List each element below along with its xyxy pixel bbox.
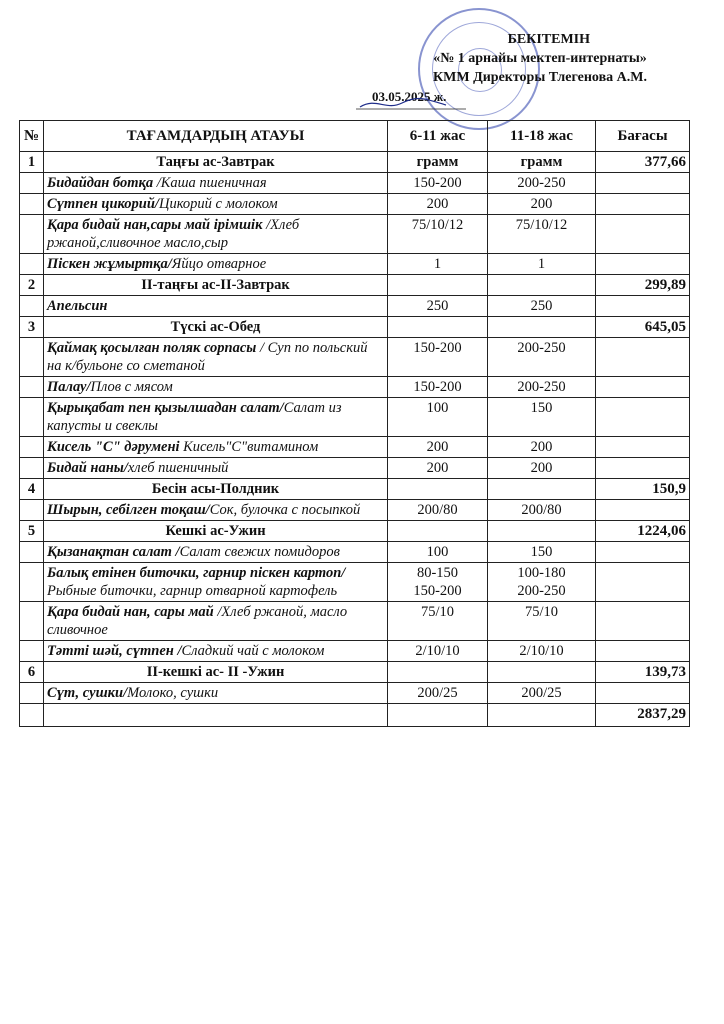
- dish-name-ru: Цикорий с молоком: [158, 196, 278, 212]
- dish-portion-11-18: 100-180 200-250: [488, 563, 596, 602]
- dish-number-cell: [20, 437, 44, 458]
- dish-price-cell: [596, 215, 690, 254]
- dish-price-cell: [596, 296, 690, 317]
- dish-price-cell: [596, 377, 690, 398]
- dish-name-kz: Қырықабат пен қызылшадан салат/: [47, 400, 284, 416]
- dish-portion-11-18: 1: [488, 254, 596, 275]
- dish-name-kz: Сүт, сушки/: [47, 685, 128, 701]
- dish-name-kz: Қызанақтан салат /: [47, 544, 180, 560]
- meal-name: II-таңғы ас-II-Завтрак: [44, 275, 388, 296]
- dish-portion-6-11: 80-150 150-200: [388, 563, 488, 602]
- dish-name-separator: /: [213, 604, 222, 620]
- dish-name: [44, 173, 388, 194]
- dish-name-kz: Қара бидай нан,сары май ірімшік: [47, 217, 263, 233]
- dish-name: [44, 254, 388, 275]
- meal-name: Бесін асы-Полдник: [44, 479, 388, 500]
- dish-row: [20, 215, 690, 254]
- dish-portion-11-18: 250: [488, 296, 596, 317]
- dish-name: [44, 338, 388, 377]
- dish-row: [20, 338, 690, 377]
- menu-body: [20, 152, 690, 727]
- dish-portion-11-18: 200: [488, 194, 596, 215]
- meal-name: II-кешкі ас- II -Ужин: [44, 662, 388, 683]
- dish-name-ru: Рыбные биточки, гарнир отварной картофель: [47, 583, 338, 599]
- dish-price-cell: [596, 602, 690, 641]
- dish-name-kz: Сүтпен цикорий/: [47, 196, 159, 212]
- dish-portion-6-11: 75/10: [388, 602, 488, 641]
- meal-name: Кешкі ас-Ужин: [44, 521, 388, 542]
- dish-name-kz: Палау/: [47, 379, 91, 395]
- dish-name: [44, 563, 388, 602]
- approval-title: БЕКІТЕМІН: [507, 32, 590, 47]
- dish-name-ru: Молоко, сушки: [127, 685, 219, 701]
- dish-name: [44, 602, 388, 641]
- dish-name: [44, 683, 388, 704]
- dish-portion-11-18: 2/10/10: [488, 641, 596, 662]
- dish-name: [44, 458, 388, 479]
- total-empty-cell: [388, 704, 488, 727]
- dish-row: [20, 398, 690, 437]
- dish-name-ru: Сладкий чай с молоком: [181, 643, 325, 659]
- header-age-6-11: 6-11 жас: [388, 121, 488, 152]
- dish-name-ru: Кисель"С"витамином: [183, 439, 319, 455]
- dish-name-ru: Яйцо отварное: [171, 256, 267, 272]
- dish-row: [20, 602, 690, 641]
- meal-number: 6: [20, 662, 44, 683]
- dish-name-kz: Бидайдан ботқа: [47, 175, 154, 191]
- dish-price-cell: [596, 398, 690, 437]
- dish-name: [44, 296, 388, 317]
- total-empty-cell: [20, 704, 44, 727]
- dish-portion-6-11: 200: [388, 437, 488, 458]
- dish-portion-6-11: 200/80: [388, 500, 488, 521]
- meal-price: 139,73: [596, 662, 690, 683]
- meal-number: 1: [20, 152, 44, 173]
- dish-number-cell: [20, 338, 44, 377]
- dish-portion-11-18: 200: [488, 437, 596, 458]
- total-empty-cell: [44, 704, 388, 727]
- meal-unit-11-18: [488, 521, 596, 542]
- dish-name-ru: Сок, булочка с посыпкой: [209, 502, 361, 518]
- dish-portion-6-11: 75/10/12: [388, 215, 488, 254]
- meal-row: [20, 662, 690, 683]
- dish-price-cell: [596, 641, 690, 662]
- header-name: ТАҒАМДАРДЫҢ АТАУЫ: [44, 121, 388, 152]
- meal-unit-6-11: [388, 317, 488, 338]
- header-no: №: [20, 121, 44, 152]
- dish-number-cell: [20, 458, 44, 479]
- dish-number-cell: [20, 542, 44, 563]
- dish-portion-6-11: 200/25: [388, 683, 488, 704]
- dish-row: [20, 173, 690, 194]
- dish-row: [20, 194, 690, 215]
- dish-portion-11-18: 150: [488, 542, 596, 563]
- dish-row: [20, 683, 690, 704]
- dish-number-cell: [20, 398, 44, 437]
- dish-portion-11-18: 200/80: [488, 500, 596, 521]
- meal-unit-6-11: [388, 521, 488, 542]
- dish-portion-11-18: 200-250: [488, 377, 596, 398]
- meal-row: [20, 152, 690, 173]
- dish-name-ru: Салат свежих помидоров: [179, 544, 340, 560]
- dish-row: [20, 542, 690, 563]
- dish-name-kz: Піскен жұмыртқа/: [47, 256, 172, 272]
- approval-school: «№ 1 арнайы мектеп-интернаты»: [433, 51, 647, 66]
- dish-name-ru: Суп по польский на к/бульоне со сметаной: [47, 340, 368, 374]
- dish-portion-6-11: 250: [388, 296, 488, 317]
- dish-name-kz: Қаймақ қосылған поляк сорпасы: [47, 340, 257, 356]
- meal-number: 4: [20, 479, 44, 500]
- table-header-row: [20, 121, 690, 152]
- dish-number-cell: [20, 254, 44, 275]
- dish-number-cell: [20, 500, 44, 521]
- dish-price-cell: [596, 437, 690, 458]
- meal-price: 299,89: [596, 275, 690, 296]
- meal-unit-11-18: [488, 275, 596, 296]
- dish-portion-6-11: 1: [388, 254, 488, 275]
- dish-portion-6-11: 200: [388, 194, 488, 215]
- dish-price-cell: [596, 254, 690, 275]
- dish-number-cell: [20, 641, 44, 662]
- dish-row: [20, 563, 690, 602]
- meal-row: [20, 521, 690, 542]
- dish-price-cell: [596, 500, 690, 521]
- dish-name-kz: Тәтті шәй, сүтпен /: [47, 643, 182, 659]
- dish-portion-6-11: 150-200: [388, 377, 488, 398]
- dish-portion-6-11: 2/10/10: [388, 641, 488, 662]
- dish-row: [20, 641, 690, 662]
- dish-portion-11-18: 150: [488, 398, 596, 437]
- dish-number-cell: [20, 563, 44, 602]
- dish-row: [20, 437, 690, 458]
- dish-name-kz: Кисель "С" дәрумені: [47, 439, 180, 455]
- meal-unit-11-18: грамм: [488, 152, 596, 173]
- dish-name-kz: Қара бидай нан, сары май: [47, 604, 214, 620]
- meal-unit-11-18: [488, 479, 596, 500]
- meal-row: [20, 275, 690, 296]
- dish-price-cell: [596, 338, 690, 377]
- dish-name: [44, 377, 388, 398]
- meal-row: [20, 479, 690, 500]
- dish-name-separator: /: [153, 175, 161, 191]
- approval-director: КММ Директоры Тлегенова А.М.: [433, 70, 647, 85]
- dish-name-ru: Каша пшеничная: [160, 175, 267, 191]
- meal-row: [20, 317, 690, 338]
- dish-name-separator: /: [256, 340, 268, 356]
- dish-name: [44, 437, 388, 458]
- dish-name-kz: Шырын, себілген тоқаш/: [47, 502, 210, 518]
- dish-portion-11-18: 200: [488, 458, 596, 479]
- meal-unit-11-18: [488, 662, 596, 683]
- dish-name-kz: Балық етінен биточки, гарнир піскен картоп/: [47, 565, 346, 581]
- dish-row: [20, 254, 690, 275]
- meal-price: 645,05: [596, 317, 690, 338]
- dish-name: [44, 398, 388, 437]
- dish-name-ru: Плов с мясом: [90, 379, 173, 395]
- meal-price: 1224,06: [596, 521, 690, 542]
- header-age-11-18: 11-18 жас: [488, 121, 596, 152]
- header-price: Бағасы: [596, 121, 690, 152]
- meal-unit-6-11: грамм: [388, 152, 488, 173]
- total-row: [20, 704, 690, 727]
- meal-unit-6-11: [388, 662, 488, 683]
- dish-price-cell: [596, 458, 690, 479]
- dish-price-cell: [596, 542, 690, 563]
- dish-row: [20, 458, 690, 479]
- dish-portion-11-18: 75/10/12: [488, 215, 596, 254]
- dish-price-cell: [596, 563, 690, 602]
- meal-price: 150,9: [596, 479, 690, 500]
- dish-number-cell: [20, 602, 44, 641]
- dish-name: [44, 641, 388, 662]
- dish-number-cell: [20, 173, 44, 194]
- meal-unit-11-18: [488, 317, 596, 338]
- dish-portion-11-18: 200-250: [488, 173, 596, 194]
- dish-name-ru: хлеб пшеничный: [127, 460, 229, 476]
- dish-price-cell: [596, 683, 690, 704]
- approval-date: 03.05.2025 ж.: [372, 89, 447, 104]
- dish-name: [44, 542, 388, 563]
- dish-number-cell: [20, 377, 44, 398]
- total-price: 2837,29: [596, 704, 690, 727]
- dish-name: [44, 194, 388, 215]
- dish-number-cell: [20, 296, 44, 317]
- dish-name-ru: Хлеб ржаной, масло сливочное: [47, 604, 348, 638]
- meal-name: Таңғы ас-Завтрак: [44, 152, 388, 173]
- dish-number-cell: [20, 215, 44, 254]
- dish-row: [20, 500, 690, 521]
- director-signature: [356, 95, 466, 113]
- dish-price-cell: [596, 173, 690, 194]
- dish-row: [20, 377, 690, 398]
- dish-name-ru: /Хлеб ржаной,сливочное масло,сыр: [47, 217, 300, 251]
- dish-portion-6-11: 150-200: [388, 338, 488, 377]
- dish-portion-11-18: 200-250: [488, 338, 596, 377]
- dish-name: [44, 215, 388, 254]
- meal-number: 2: [20, 275, 44, 296]
- dish-name-kz: Апельсин: [47, 298, 108, 314]
- dish-row: [20, 296, 690, 317]
- dish-portion-6-11: 150-200: [388, 173, 488, 194]
- dish-portion-6-11: 100: [388, 398, 488, 437]
- meal-unit-6-11: [388, 479, 488, 500]
- meal-number: 5: [20, 521, 44, 542]
- dish-portion-11-18: 200/25: [488, 683, 596, 704]
- dish-name-kz: Бидай наны/: [47, 460, 128, 476]
- dish-name: [44, 500, 388, 521]
- dish-portion-11-18: 75/10: [488, 602, 596, 641]
- meal-number: 3: [20, 317, 44, 338]
- dish-portion-6-11: 200: [388, 458, 488, 479]
- meal-name: Түскі ас-Обед: [44, 317, 388, 338]
- menu-table: [19, 120, 690, 727]
- dish-price-cell: [596, 194, 690, 215]
- meal-price: 377,66: [596, 152, 690, 173]
- total-empty-cell: [488, 704, 596, 727]
- dish-portion-6-11: 100: [388, 542, 488, 563]
- dish-name-ru: Салат из капусты и свеклы: [47, 400, 342, 434]
- dish-number-cell: [20, 683, 44, 704]
- meal-unit-6-11: [388, 275, 488, 296]
- dish-number-cell: [20, 194, 44, 215]
